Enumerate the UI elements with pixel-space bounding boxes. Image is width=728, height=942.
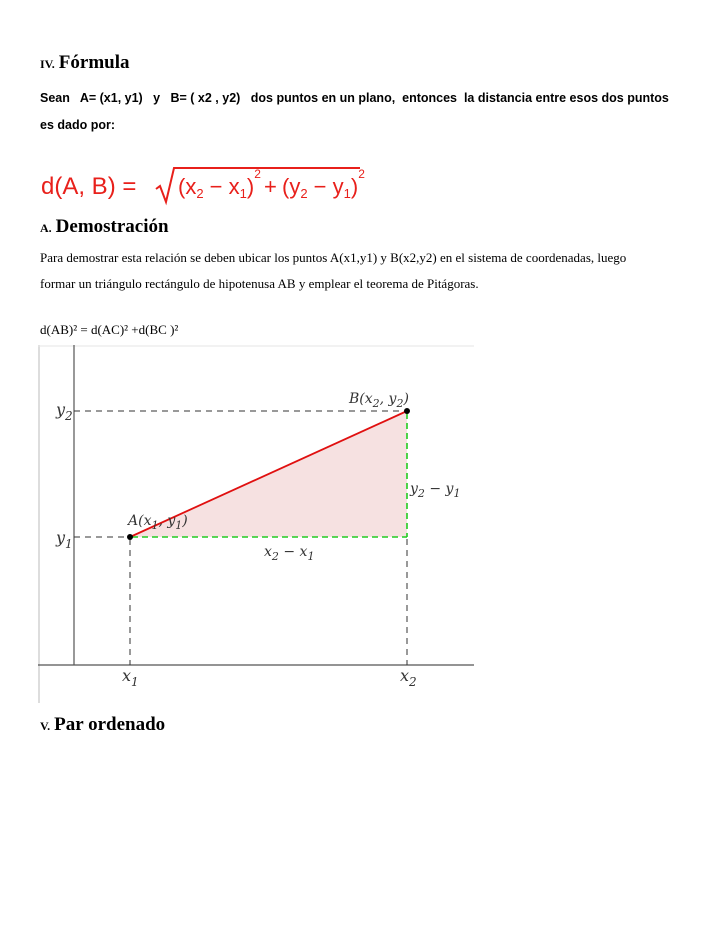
y1-tick-label: $y_1$	[56, 528, 73, 551]
formula-dx-open: (x	[178, 174, 197, 199]
formula-dy-minus: − y	[307, 174, 344, 199]
demo-line-1: Para demostrar esta relación se deben ubicar los puntos A(x1,y1) y B(x2,y2) en el sistema de coordenadas, luego	[40, 250, 627, 265]
point-a-label: $A(x_1$, $y_1$)	[128, 513, 188, 532]
formula-dy-sub2: 2	[300, 186, 308, 201]
formula-plus: +	[264, 174, 277, 199]
section-heading-iv	[40, 52, 130, 74]
section-number: A.	[40, 221, 52, 235]
point-b	[404, 408, 410, 414]
x1-tick-label: $x_1$	[122, 666, 139, 689]
formula-dy-exp: 2	[358, 167, 365, 181]
y2-tick-label: $y_2$	[56, 400, 73, 423]
vertical-leg-label: $y_2 - y_1$	[410, 481, 461, 500]
section-heading-v	[40, 714, 165, 736]
formula-dy-close: )	[350, 174, 359, 199]
svg-text:(x2 − x1)2	[178, 167, 261, 201]
formula-dx-sub1: 1	[239, 186, 247, 201]
demo-line-2: formar un triángulo rectángulo de hipotenusa AB y emplear el teorema de Pitágoras.	[40, 276, 479, 291]
svg-text:(y2 − y1)2	[282, 167, 365, 201]
distance-formula	[38, 162, 368, 212]
section-title: Par ordenado	[54, 714, 166, 735]
formula-dx-close: )	[246, 174, 255, 199]
x2-tick-label: $x_2$	[400, 666, 417, 689]
formula-dx-exp: 2	[254, 167, 261, 181]
formula-dx-sub2: 2	[196, 186, 204, 201]
point-a	[127, 534, 133, 540]
formula-dx-minus: − x	[203, 174, 240, 199]
section-title: Fórmula	[58, 52, 130, 73]
section-heading-a	[40, 216, 169, 238]
intro-line-1: Sean A= (x1, y1) y B= ( x2 , y2) dos puntos en un plano, entonces la distancia entre esos dos puntos	[40, 91, 669, 105]
pythagoras-equation: d(AB)² = d(AC)² +d(BC )²	[40, 322, 179, 337]
section-title: Demostración	[55, 216, 169, 237]
formula-dy-sub1: 1	[343, 186, 351, 201]
formula-lhs: d(A, B) =	[41, 173, 137, 200]
section-number: V.	[40, 719, 51, 733]
distance-graph	[38, 345, 474, 705]
intro-line-2: es dado por:	[40, 118, 116, 132]
section-number: IV.	[40, 57, 55, 71]
horizontal-leg-label: $x_2 - x_1$	[264, 544, 315, 563]
formula-dy-open: (y	[282, 174, 301, 199]
point-b-label: $B(x_2$, $y_2$)	[349, 391, 409, 410]
